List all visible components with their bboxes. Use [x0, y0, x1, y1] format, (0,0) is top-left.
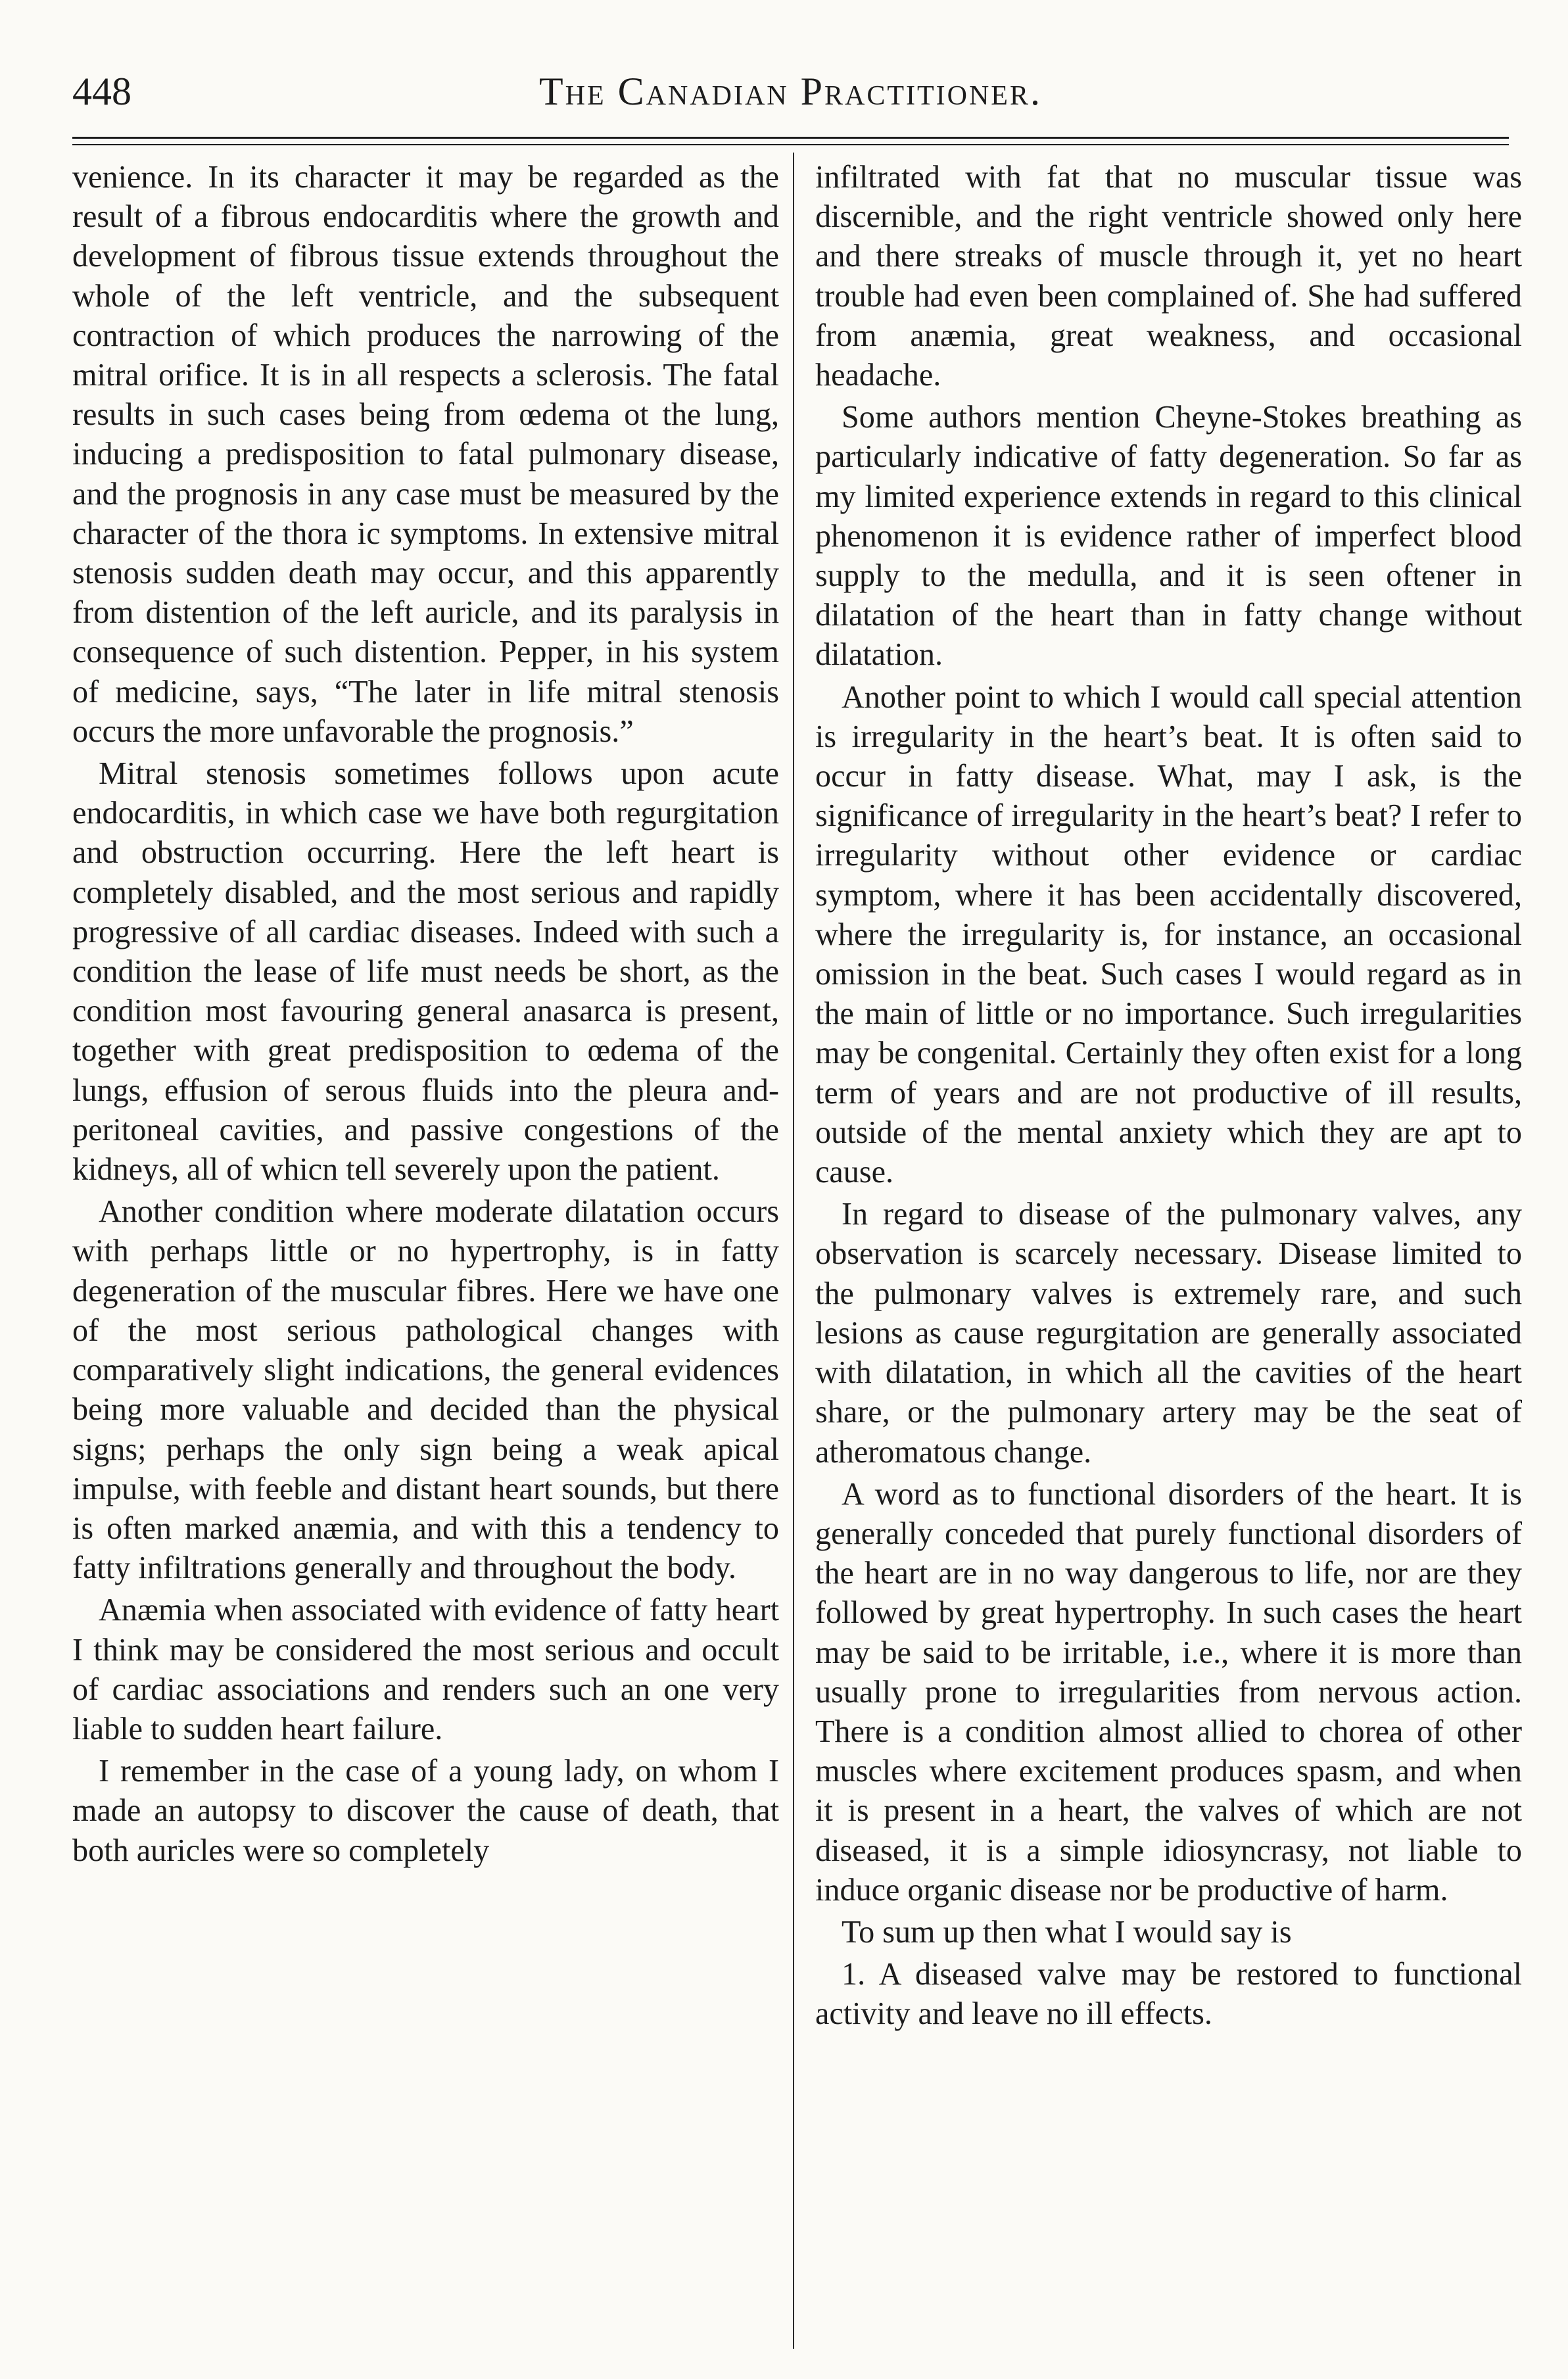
paragraph: Another point to which I would call special attention is irregularity in the heart’s beat. It is often said to occur in fatty disease. What, may I ask, is the significance of irregularity in the heart’s beat? I refer to irregularity without other evidence or cardiac symptom, where it has been accidentally discovered, where the irregularity is, for instance, an occasional omission in the beat. Such cases I would regard as in the main of little or no importance. Such irregularities may be congenital. Certainly they often exist for a long term of years and are not productive of ill results, outside of the mental anxiety which they are apt to cause. [815, 679, 1522, 1190]
paragraph: 1. A diseased valve may be restored to functional activity and leave no ill effects. [815, 1957, 1522, 2032]
paragraph: I remember in the case of a young lady, on whom I made an autopsy to discover the cause of death, that both auricles were so completely [72, 1754, 779, 1868]
paragraph: Anæmia when associated with evidence of fatty heart I think may be considered the most serious and occult of cardiac associations and renders such an one very liable to sudden heart failure. [72, 1593, 779, 1746]
page-number: 448 [72, 70, 131, 113]
paragraph: A word as to functional disorders of the heart. It is generally conceded that purely functional disorders of the heart are in no way dangerous to life, nor are they followed by great hypertrophy. In such cases the heart may be said to be irritable, i.e., where it is more than usually prone to irregularities from nervous action. There is a condition almost allied to chorea of other muscles where excitement produces spasm, and when it is present in a heart, the valves of which are not diseased, it is a simple idiosyncrasy, not liable to induce organic disease nor be productive of harm. [815, 1476, 1522, 1908]
journal-title: The Canadian Practitioner. [539, 70, 1042, 113]
paragraph: Another condition where moderate dilatation occurs with perhaps little or no hypertrophy, is in fatty degeneration of the muscular fibres. Here we have one of the most serious pathological changes with comparatively slight indications, the general evidences being more valuable and decided than the physical signs; perhaps the only sign being a weak apical impulse, with feeble and distant heart sounds, but there is often marked anæmia, and with this a tendency to fatty infiltrations generally and throughout the body. [72, 1194, 779, 1586]
header-rule-bottom [72, 144, 1509, 145]
paragraph: venience. In its character it may be regarded as the result of a fibrous endocarditis where the growth and development of fibrous tissue extends throughout the whole of the left ventricle, and the subsequent contraction of which produces the narrowing of the mitral orifice. It is in all respects a sclerosis. The fatal results in such cases being from œdema ot the lung, inducing a predisposition to fatal pulmonary disease, and the prognosis in any case must be measured by the character of the thora ic symptoms. In extensive mitral stenosis sudden death may occur, and this apparently from distention of the left auricle, and its paralysis in consequence of such distention. Pepper, in his system of medicine, says, “The later in life mitral stenosis occurs the more unfavorable the prognosis.” [72, 160, 779, 749]
right-column [815, 158, 1522, 2341]
paragraph: Mitral stenosis sometimes follows upon acute endocarditis, in which case we have both regurgitation and obstruction occurring. Here the left heart is completely disabled, and the most serious and rapidly progressive of all cardiac diseases. Indeed with such a condition the lease of life must needs be short, as the condition most favouring general anasarca is present, together with great predisposition to œdema of the lungs, effusion of serous fluids into the pleura and-peritoneal cavities, and passive congestions of the kidneys, all of whicn tell severely upon the patient. [72, 756, 779, 1188]
paragraph: In regard to disease of the pulmonary valves, any observation is scarcely necessary. Disease limited to the pulmonary valves is extremely rare, and such lesions as cause regurgitation are generally associated with dilatation, in which all the cavities of the heart share, or the pulmonary artery may be the seat of atheromatous change. [815, 1197, 1522, 1470]
paragraph: To sum up then what I would say is [842, 1914, 1292, 1950]
column-divider [793, 153, 794, 2349]
paragraph: infiltrated with fat that no muscular tissue was discernible, and the right ventricle showed only here and there streaks of muscle through it, yet no heart trouble had even been complained of. She had suffered from anæmia, great weakness, and occasional headache. [815, 160, 1522, 393]
header-rule-top [72, 137, 1509, 139]
left-column [72, 158, 779, 2341]
paragraph: Some authors mention Cheyne-Stokes breathing as particularly indicative of fatty degeneration. So far as my limited experience extends in regard to this clinical phenomenon it is evidence rather of imperfect blood supply to the medulla, and it is seen oftener in dilatation of the heart than in fatty change without dilatation. [815, 400, 1522, 673]
page-header [72, 62, 1509, 135]
